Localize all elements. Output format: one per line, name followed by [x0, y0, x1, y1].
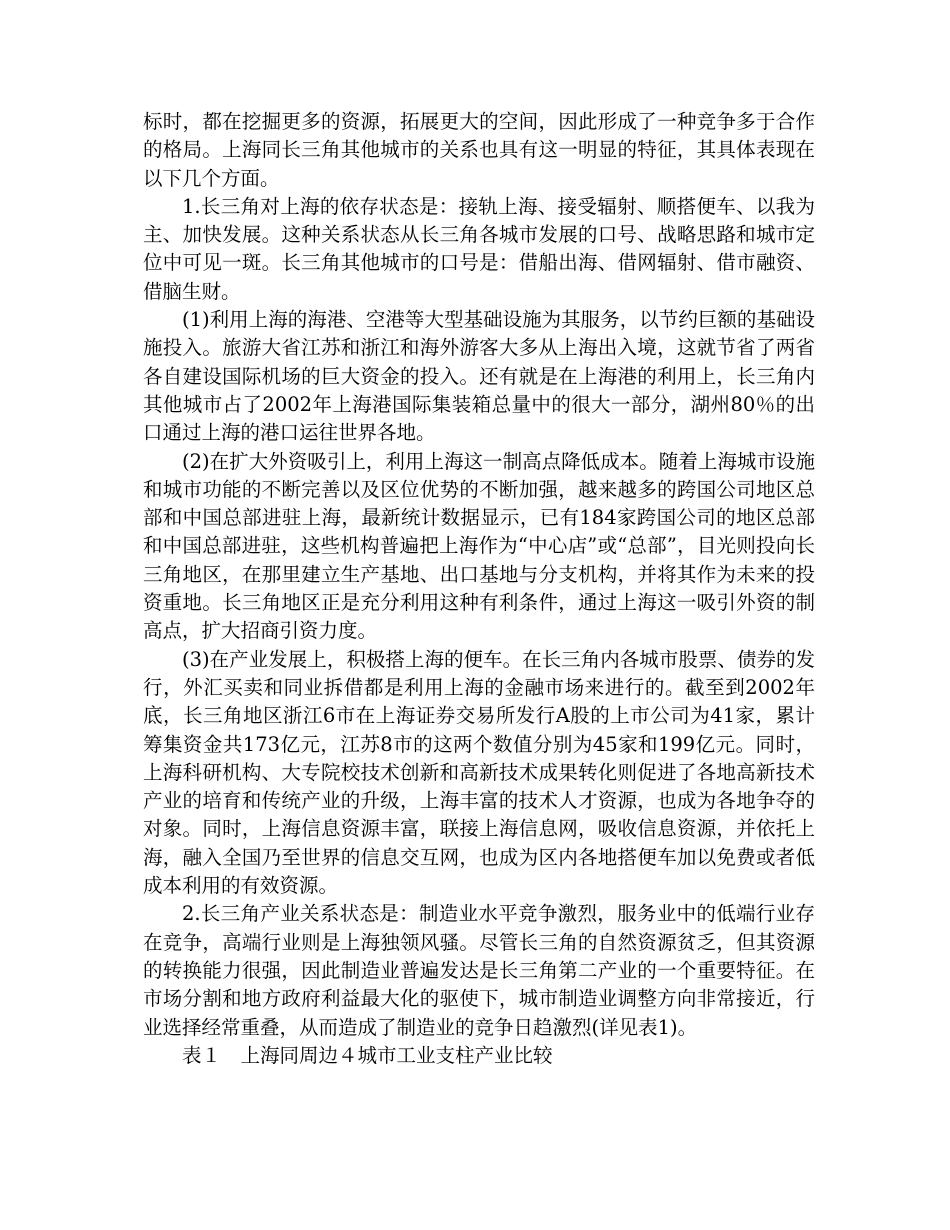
paragraph-item-2: (2)在扩大外资吸引上，利用上海这一制高点降低成本。随着上海城市设施和城市功能的不断完善以及区位优势的不断加强，越来越多的跨国公司地区总部和中国总部进驻上海，最新统计数据显示，已有184家跨国公司的地区总部和中国总部进驻，这些机构普遍把上海作为“中心店”或“总部”，目光则投向长三角地区，在那里建立生产基地、出口基地与分支机构，并将其作为未来的投资重地。长三角地区正是充分利用这种有利条件，通过上海这一吸引外资的制高点，扩大招商引资力度。 [143, 449, 815, 643]
paragraph-continuation: 标时，都在挖掘更多的资源，拓展更大的空间，因此形成了一种竞争多于合作的格局。上海同长三角其他城市的关系也具有这一明显的特征，其具体表现在以下几个方面。 [143, 110, 815, 190]
paragraph-section-2: 2.长三角产业关系状态是：制造业水平竞争激烈，服务业中的低端行业存在竞争，高端行业则是上海独领风骚。尽管长三角的自然资源贫乏，但其资源的转换能力很强，因此制造业普遍发达是长三角第二产业的一个重要特征。在市场分割和地方政府利益最大化的驱使下，城市制造业调整方向非常接近，行业选择经常重叠，从而造成了制造业的竞争日趋激烈(详见表1)。 [143, 902, 815, 1039]
document-body [143, 108, 815, 1070]
paragraph-section-1: 1.长三角对上海的依存状态是：接轨上海、接受辐射、顺搭便车、以我为主、加快发展。这种关系状态从长三角各城市发展的口号、战略思路和城市定位中可见一斑。长三角其他城市的口号是：借船出海、借网辐射、借市融资、借脑生财。 [143, 194, 815, 303]
table-caption: 表１ 上海同周边４城市工业支柱产业比较 [182, 1043, 553, 1067]
paragraph-item-1: (1)利用上海的海港、空港等大型基础设施为其服务，以节约巨额的基础设施投入。旅游大省江苏和浙江和海外游客大多从上海出入境，这就节省了两省各自建设国际机场的巨大资金的投入。还有就是在上海港的利用上，长三角内其他城市占了2002年上海港国际集装箱总量中的很大一部分，湖州80％的出口通过上海的港口运往世界各地。 [143, 308, 815, 445]
paragraph-item-3: (3)在产业发展上，积极搭上海的便车。在长三角内各城市股票、债券的发行，外汇买卖和同业拆借都是利用上海的金融市场来进行的。截至到2002年底，长三角地区浙江6市在上海证券交易所发行A股的上市公司为41家，累计筹集资金共173亿元，江苏8市的这两个数值分别为45家和199亿元。同时，上海科研机构、大专院校技术创新和高新技术成果转化则促进了各地高新技术产业的培育和传统产业的升级，上海丰富的技术人才资源，也成为各地争夺的对象。同时，上海信息资源丰富，联接上海信息网，吸收信息资源，并依托上海，融入全国乃至世界的信息交互网，也成为区内各地搭便车加以免费或者低成本利用的有效资源。 [143, 647, 815, 898]
